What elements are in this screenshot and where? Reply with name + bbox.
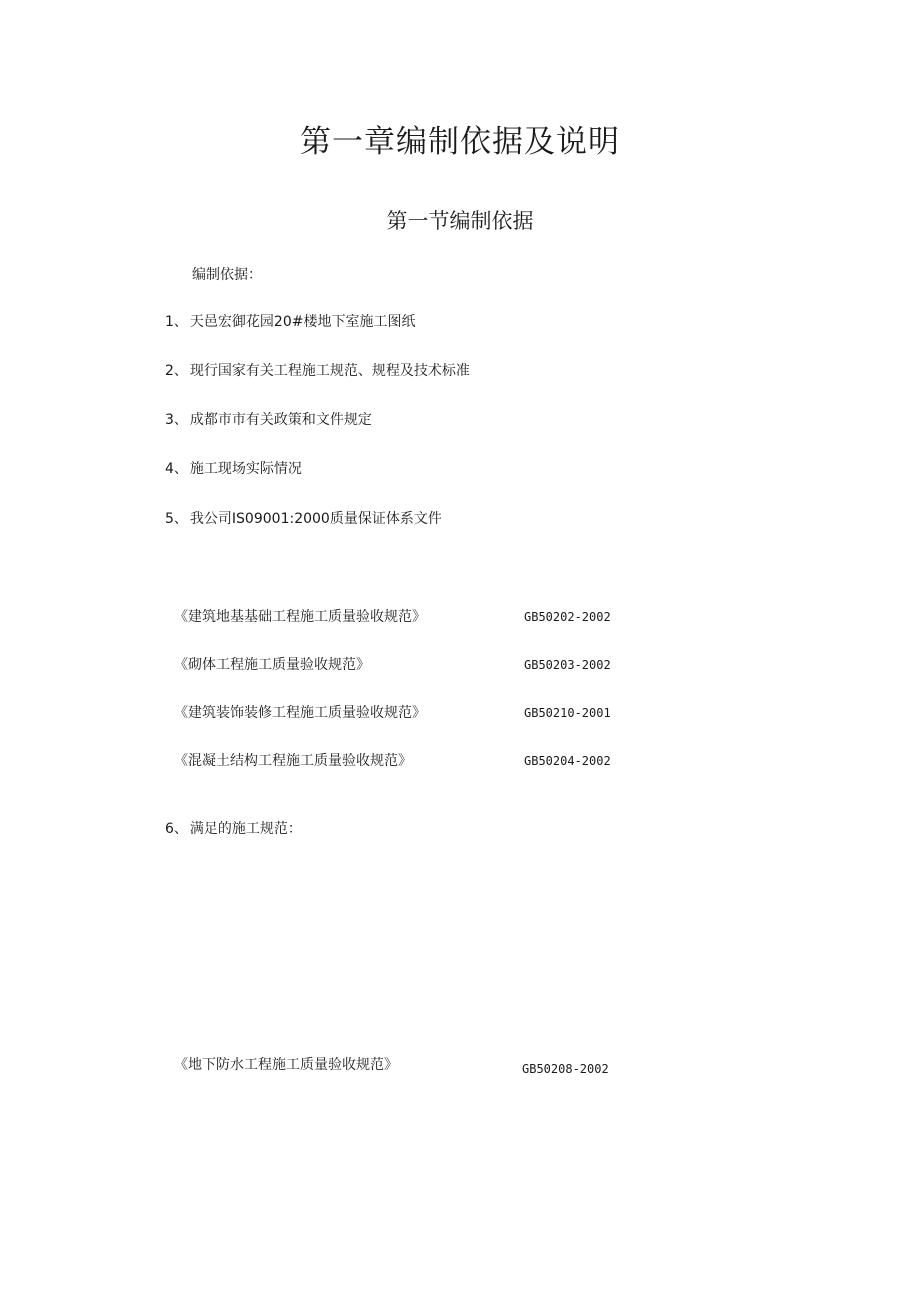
standard-name: 《砌体工程施工质量验收规范》	[174, 657, 370, 673]
intro-label: 编制依据：	[192, 267, 262, 283]
basis-item-4	[165, 459, 302, 479]
basis-item-1	[165, 312, 415, 332]
basis-item-number: 1、	[165, 314, 188, 330]
basis-item-number: 4、	[165, 461, 188, 477]
basis-item-3	[165, 410, 372, 430]
basis-item-text: 现行国家有关工程施工规范、规程及技术标准	[189, 363, 470, 379]
standard-row	[174, 1055, 614, 1099]
standard-code: GB50210-2001	[524, 706, 611, 720]
basis-item-text: 天邑宏御花园20#楼地下室施工图纸	[189, 314, 416, 330]
chapter-title: 第一章编制依据及说明	[300, 124, 620, 160]
basis-item-2	[165, 361, 470, 381]
section-title: 第一节编制依据	[386, 209, 534, 233]
standard-row	[174, 655, 614, 675]
basis-item-text: 成都市市有关政策和文件规定	[189, 412, 372, 428]
standard-name: 《地下防水工程施工质量验收规范》	[174, 1057, 398, 1073]
standard-name: 《混凝土结构工程施工质量验收规范》	[174, 753, 412, 769]
standard-code: GB50208-2002	[522, 1062, 609, 1076]
standard-row	[174, 607, 614, 627]
basis-item-number: 3、	[165, 412, 188, 428]
basis-item-5	[165, 509, 442, 529]
basis-item-number: 6、	[165, 821, 188, 837]
basis-item-text: 施工现场实际情况	[189, 461, 302, 477]
standard-name: 《建筑地基基础工程施工质量验收规范》	[174, 609, 426, 625]
standard-row	[174, 751, 614, 771]
basis-item-6	[165, 819, 302, 839]
standard-code: GB50203-2002	[524, 658, 611, 672]
basis-item-text: 我公司IS09001:2000质量保证体系文件	[189, 511, 442, 527]
standard-code: GB50202-2002	[524, 610, 611, 624]
basis-item-number: 2、	[165, 363, 188, 379]
basis-item-text: 满足的施工规范：	[189, 821, 302, 837]
standard-row	[174, 703, 614, 723]
standard-name: 《建筑装饰装修工程施工质量验收规范》	[174, 705, 426, 721]
standard-code: GB50204-2002	[524, 754, 611, 768]
basis-item-number: 5、	[165, 511, 188, 527]
